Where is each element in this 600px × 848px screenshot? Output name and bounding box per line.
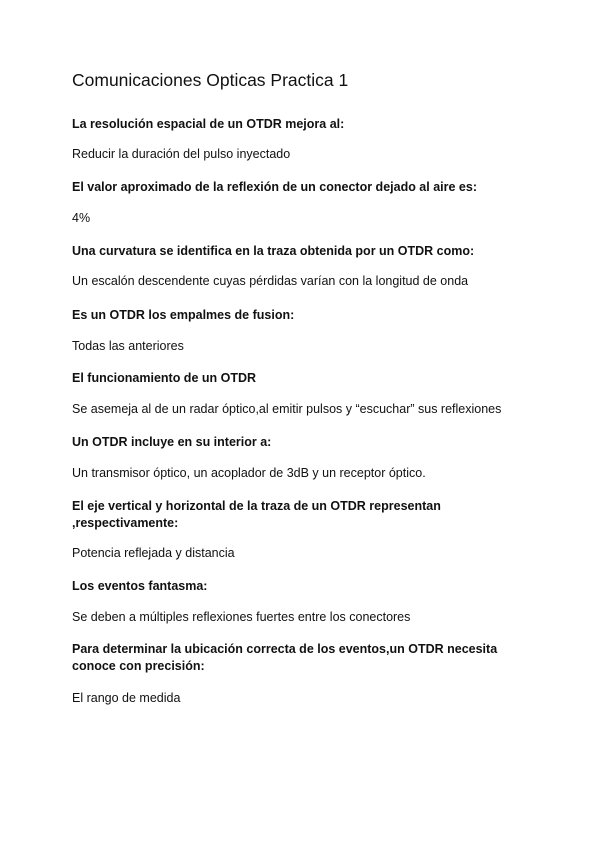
answer-8: Se deben a múltiples reflexiones fuertes entre los conectores: [72, 610, 411, 624]
answer-6: Un transmisor óptico, un acoplador de 3dB y un receptor óptico.: [72, 466, 426, 480]
answer-7: Potencia reflejada y distancia: [72, 546, 235, 560]
document-title: Comunicaciones Opticas Practica 1: [72, 70, 349, 90]
answer-9: El rango de medida: [72, 691, 181, 705]
question-5: El funcionamiento de un OTDR: [72, 371, 257, 385]
question-3: Una curvatura se identifica en la traza obtenida por un OTDR como:: [72, 244, 475, 258]
question-9: Para determinar la ubicación correcta de los eventos,un OTDR necesita conoce con precisión:: [72, 642, 498, 673]
answer-2: 4%: [72, 211, 91, 225]
question-6: Un OTDR incluye en su interior a:: [72, 435, 272, 449]
answer-1: Reducir la duración del pulso inyectado: [72, 147, 291, 161]
answer-5: Se asemeja al de un radar óptico,al emitir pulsos y “escuchar” sus reflexiones: [72, 402, 502, 416]
question-2: El valor aproximado de la reflexión de un conector dejado al aire es:: [72, 180, 477, 194]
question-8: Los eventos fantasma:: [72, 579, 208, 593]
question-4: Es un OTDR los empalmes de fusion:: [72, 308, 295, 322]
answer-4: Todas las anteriores: [72, 339, 184, 353]
question-7: El eje vertical y horizontal de la traza de un OTDR representan ,respectivamente:: [72, 499, 441, 530]
question-1: La resolución espacial de un OTDR mejora al:: [72, 117, 345, 131]
answer-3: Un escalón descendente cuyas pérdidas varían con la longitud de onda: [72, 274, 469, 288]
